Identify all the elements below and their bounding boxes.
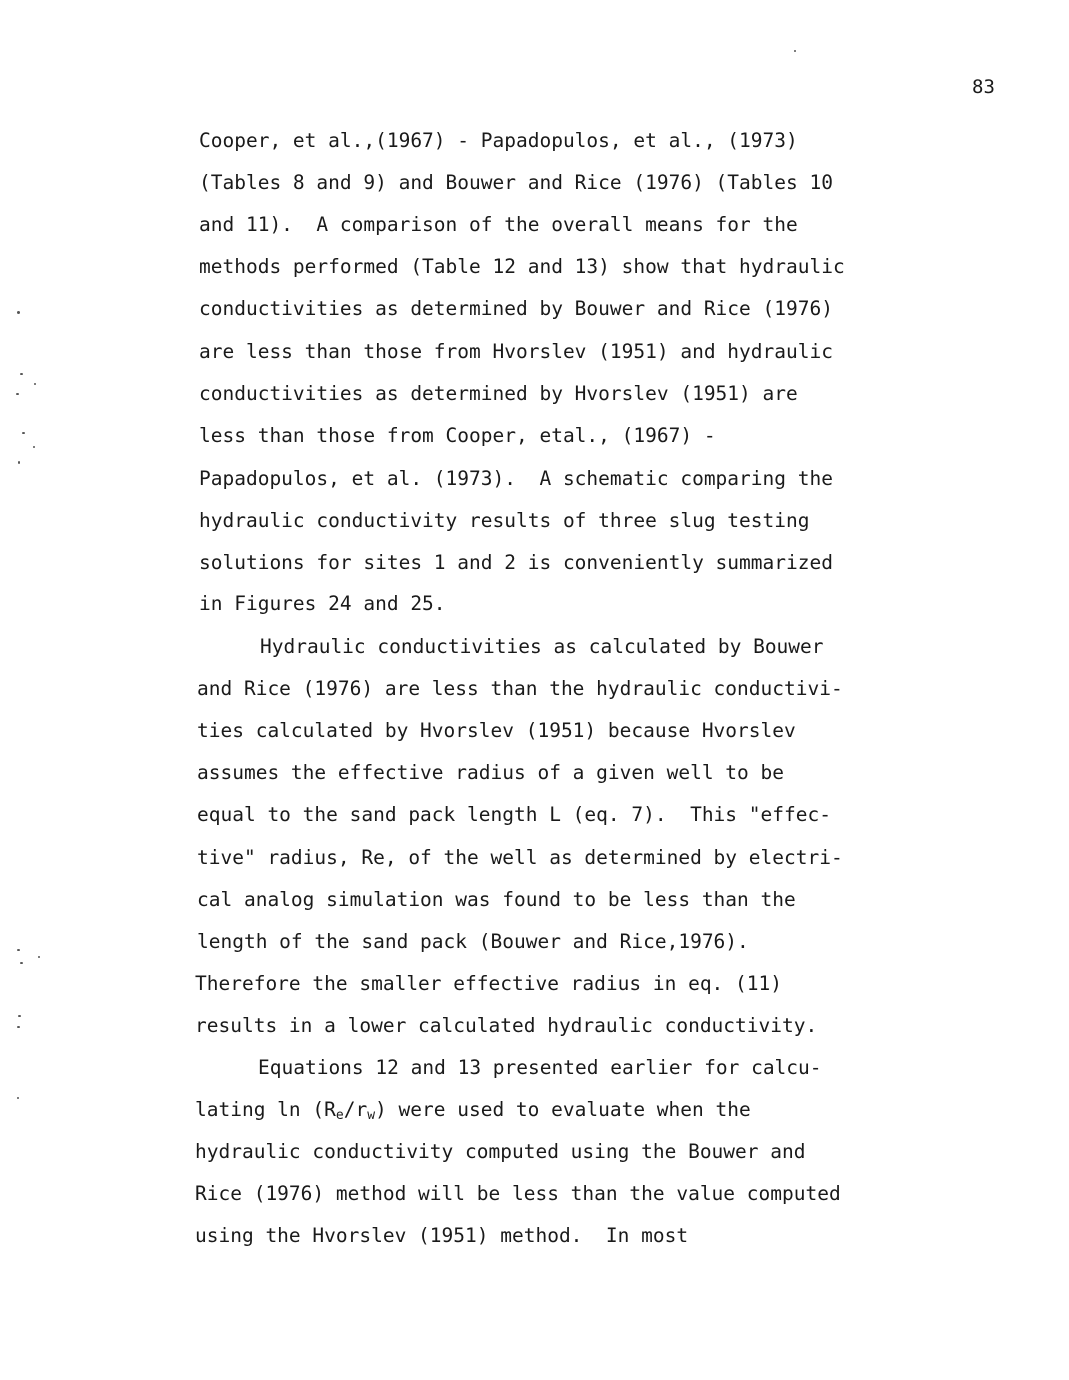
scan-speck [20,373,23,375]
scan-speck [17,1097,19,1099]
scan-speck [20,962,23,964]
formula-prefix: lating ln ( [195,1098,325,1121]
text-line: and Rice (1976) are less than the hydraulic conductivi- [197,677,843,700]
text-line: Rice (1976) method will be less than the value computed [195,1182,841,1205]
text-line: Equations 12 and 13 presented earlier for calcu- [258,1056,822,1079]
text-line: Hydraulic conductivities as calculated by Bouwer [260,635,824,658]
text-line: solutions for sites 1 and 2 is conveniently summarized [199,551,833,574]
formula-w-subscript: w [367,1108,376,1123]
scan-speck [17,949,20,951]
text-line: cal analog simulation was found to be less than the [197,888,796,911]
scan-speck [38,956,40,958]
formula-e-subscript: e [335,1108,344,1123]
scan-speck [17,1026,20,1028]
text-line: conductivities as determined by Hvorslev (1951) are [199,382,798,405]
text-line: equal to the sand pack length L (eq. 7). This "effec- [197,803,831,826]
formula-r-symbol: R [324,1098,336,1121]
text-line: Papadopulos, et al. (1973). A schematic comparing the [199,467,833,490]
text-line: ties calculated by Hvorslev (1951) because Hvorslev [197,719,796,742]
text-line: using the Hvorslev (1951) method. In most [195,1224,689,1247]
text-line: length of the sand pack (Bouwer and Rice,1976). [197,930,749,953]
formula-suffix: ) were used to evaluate when the [375,1098,751,1121]
scan-speck [18,1015,21,1017]
scan-speck [18,461,20,464]
scan-speck [17,311,20,314]
page-number: 83 [972,76,995,98]
text-line: (Tables 8 and 9) and Bouwer and Rice (1976) (Tables 10 [199,171,833,194]
formula-r-lower: r [355,1098,368,1121]
scan-speck [16,393,19,395]
text-line: hydraulic conductivity results of three slug testing [199,509,810,532]
text-line: hydraulic conductivity computed using the Bouwer and [195,1140,806,1163]
text-line: Therefore the smaller effective radius in eq. (11) [195,972,782,995]
text-line: assumes the effective radius of a given well to be [197,761,784,784]
formula-slash: / [343,1098,356,1121]
text-line: and 11). A comparison of the overall means for the [199,213,798,236]
text-line: results in a lower calculated hydraulic conductivity. [195,1014,818,1037]
scan-speck [34,383,36,385]
scan-speck [22,432,25,434]
text-line: less than those from Cooper, etal., (1967) - [199,424,716,447]
text-line: tive" radius, Re, of the well as determined by electri- [197,846,843,869]
text-line: in Figures 24 and 25. [199,592,446,615]
text-line: conductivities as determined by Bouwer and Rice (1976) [199,297,833,320]
text-line: Cooper, et al.,(1967) - Papadopulos, et al., (1973) [199,129,798,152]
scan-speck [794,50,796,52]
scan-speck [33,446,35,448]
text-line-with-formula [195,1098,751,1128]
text-line: methods performed (Table 12 and 13) show that hydraulic [199,255,845,278]
text-line: are less than those from Hvorslev (1951) and hydraulic [199,340,833,363]
